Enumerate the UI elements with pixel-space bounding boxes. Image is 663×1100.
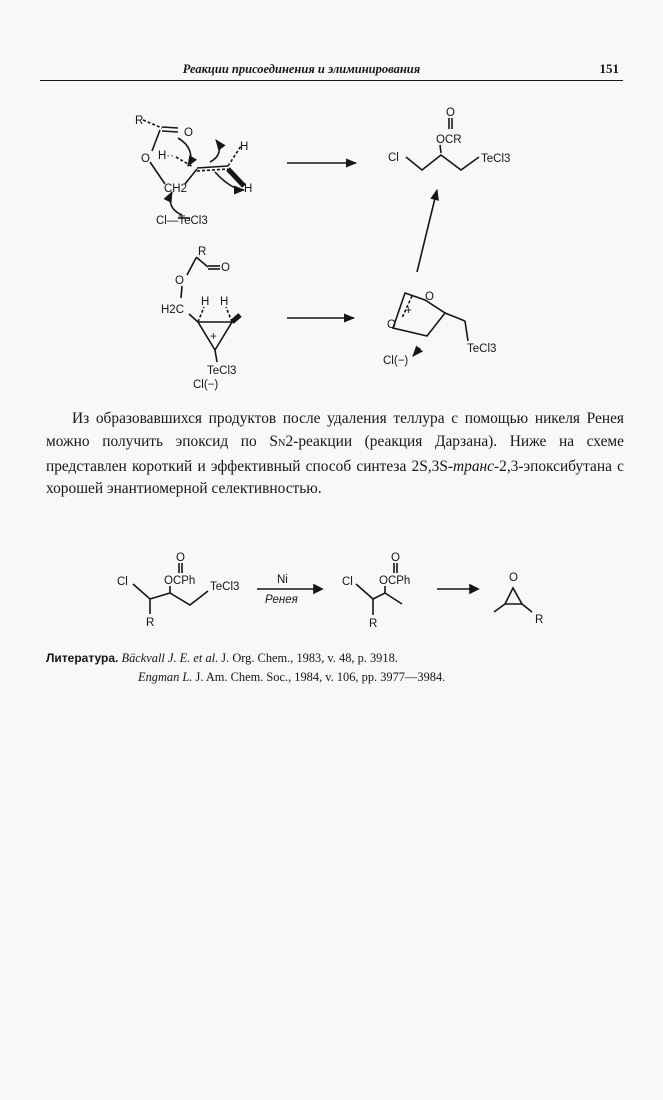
para-sub-n: N	[277, 437, 286, 449]
reaction-scheme-upper	[0, 100, 663, 405]
label-diox-o-bot: O	[387, 319, 396, 331]
label-h-right2: H	[244, 183, 253, 195]
label-diox-o-top: O	[425, 291, 434, 303]
label-h-a: H	[201, 296, 210, 308]
label-diox-plus: +	[405, 305, 412, 317]
s2-epox-o: O	[509, 572, 518, 584]
references	[46, 649, 626, 687]
para-italic: транс	[453, 457, 494, 475]
running-title: Реакции присоединения и элиминирования	[182, 62, 421, 76]
label-h-dash: H··	[158, 150, 174, 162]
references-label: Литература.	[46, 651, 119, 665]
label-cl-minus: Cl(−)	[193, 379, 219, 391]
ref1-source: J. Org. Chem., 1983, v. 48, p. 3918.	[221, 651, 398, 665]
para-text-1: Из образовавшихся продуктов после удаления теллура с помощью никеля Ренея можно получить эпоксид по S	[46, 410, 624, 450]
s2-cl2: Cl	[342, 576, 353, 588]
page-number: 151	[599, 61, 619, 76]
reference-2	[46, 668, 626, 687]
label-o-ring: O	[141, 153, 150, 165]
label-prod-cl: Cl	[388, 152, 399, 164]
reaction-scheme-lower	[0, 548, 663, 643]
label-r2: R	[198, 246, 207, 258]
para-text-2: 2-реакции (реакция Дарзана). Ниже на схеме представлен короткий и эффективный способ синтеза 2S,3S-	[46, 432, 624, 475]
s2-ocph1: OCPh	[164, 575, 196, 587]
s2-cl1: Cl	[117, 576, 128, 588]
body-paragraph	[46, 408, 624, 501]
label-cl-tecl3: Cl—TeCl3	[156, 215, 208, 227]
label-diox-cl: Cl(−)	[383, 355, 409, 367]
label-tecl3-b: TeCl3	[207, 365, 237, 377]
label-prod-tecl3: TeCl3	[481, 153, 511, 165]
label-o-carbonyl: O	[184, 127, 193, 139]
label-diox-tecl3: TeCl3	[467, 343, 497, 355]
label-h-b: H	[220, 296, 229, 308]
s2-tecl3: TeCl3	[210, 581, 240, 593]
label-h-right1: H	[240, 141, 249, 153]
s2-r2: R	[369, 618, 378, 630]
ref1-authors: Bäckvall J. E. et al.	[121, 651, 219, 665]
label-ch2: CH2	[164, 183, 188, 195]
ref2-source: J. Am. Chem. Soc., 1984, v. 106, pp. 3977—3984.	[195, 670, 446, 684]
s2-raney: Ренея	[265, 594, 298, 606]
label-prod-ocr: OCR	[436, 134, 462, 146]
s2-ocph2: OCPh	[379, 575, 411, 587]
label-o3: O	[175, 275, 184, 287]
s2-ni: Ni	[277, 574, 288, 586]
reference-1	[46, 649, 626, 668]
label-prod-o: O	[446, 107, 455, 119]
s2-r1: R	[146, 617, 155, 629]
label-h2c: H2C	[161, 304, 185, 316]
label-plus1: +	[210, 331, 217, 343]
label-o2: O	[221, 262, 230, 274]
ref2-authors: Engman L.	[138, 670, 193, 684]
page-header	[40, 62, 623, 81]
s2-o1: O	[176, 552, 185, 564]
s2-o2: O	[391, 552, 400, 564]
s2-epox-r: R	[535, 614, 544, 626]
label-r-top: R	[135, 115, 144, 127]
para-text-3: -2,3-эпоксибутана с хорошей энантиомерной селективностью.	[46, 457, 624, 498]
